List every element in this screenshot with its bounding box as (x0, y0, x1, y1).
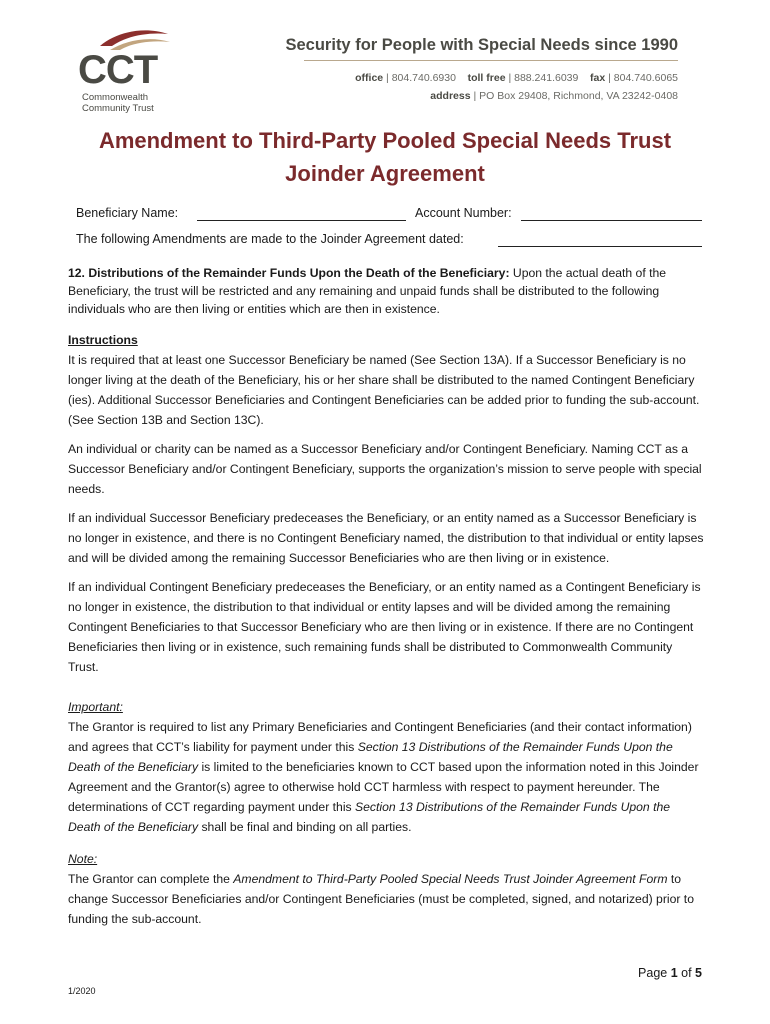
note-block: Note: The Grantor can complete the Amendment to Third-Party Pooled Special Needs Trust Joinder Agreement Form to change Successor Beneficiaries and/or Contingent Beneficiaries (must be completed, signed, and notarized) prior to funding the sub-account. (68, 852, 694, 926)
document-title: Amendment to Third-Party Pooled Special Needs Trust Joinder Agreement (98, 128, 672, 186)
office-phone: 804.740.6930 (391, 72, 456, 84)
tollfree-phone: 888.241.6039 (514, 72, 579, 84)
document-body (68, 264, 704, 938)
instructions-paragraph: An individual or charity can be named as a Successor Beneficiary and/or Contingent Beneficiary. Naming CCT as a Successor Beneficiary and/or Contingent Beneficiary, supports the organization’s mission to serve people with special needs. (68, 442, 702, 496)
important-heading: Important: (68, 700, 123, 714)
header-divider (304, 60, 678, 61)
beneficiary-name-label: Beneficiary Name: (76, 206, 179, 220)
instructions-paragraph: It is required that at least one Successor Beneficiary be named (See Section 13A). If a Successor Beneficiary is no longer living at the death of the Beneficiary, his or her share shall be distributed to the named Contingent Beneficiary (ies). Additional Successor Beneficiaries and Contingent Beneficiaries can be added prior to funding the sub-account. (See Section 13B and Section 13C). (68, 353, 700, 427)
section-12: 12. Distributions of the Remainder Funds Upon the Death of the Beneficiary: Upon the actual death of the Beneficiary, the trust will be restricted and any remaining and unpaid funds shall be distributed to the following individuals who are then living or entities which are then in existence. (68, 266, 667, 316)
instructions-paragraph: If an individual Contingent Beneficiary predeceases the Beneficiary, or an entity named as a Contingent Beneficiary is no longer in existence, the distribution to that individual or entity lapses and will be divided among the remaining Contingent Beneficiaries to that Successor Beneficiary who are then living or in existence. If there are no Contingent Beneficiaries then living or in existence, such remaining funds shall be distributed to Commonwealth Community Trust. (68, 580, 701, 674)
account-number-field[interactable] (521, 220, 702, 221)
logo-text: CCT (78, 48, 158, 92)
instructions-paragraph: If an individual Successor Beneficiary predeceases the Beneficiary, or an entity named as a Successor Beneficiary is no longer in existence, and there is no Contingent Beneficiary named, the distribution to that individual or entity lapses and will be divided among the remaining Successor Beneficiaries who are then living or in existence. (68, 511, 704, 565)
amendment-date-label: The following Amendments are made to the Joinder Agreement dated: (76, 232, 464, 246)
revision-date: 1/2020 (68, 986, 96, 996)
contact-phones: office | 804.740.6930 toll free | 888.241.6039 fax | 804.740.6065 (355, 72, 678, 84)
page-number: Page 1 of 5 (638, 966, 702, 980)
amendment-date-field[interactable] (498, 246, 702, 247)
note-heading: Note: (68, 852, 98, 866)
section-12-heading: 12. Distributions of the Remainder Funds Upon the Death of the Beneficiary: (68, 266, 510, 280)
logo-swoosh-icon (92, 28, 172, 50)
cct-logo (78, 28, 188, 114)
logo-subtitle: Commonwealth Community Trust (82, 92, 154, 114)
instructions-block (68, 330, 704, 430)
contact-address: address | PO Box 29408, Richmond, VA 23242-0408 (430, 90, 678, 102)
account-number-label: Account Number: (415, 206, 512, 220)
beneficiary-name-field[interactable] (197, 220, 406, 221)
mailing-address: PO Box 29408, Richmond, VA 23242-0408 (479, 90, 678, 102)
tagline: Security for People with Special Needs since 1990 (285, 36, 678, 54)
fax-number: 804.740.6065 (613, 72, 678, 84)
important-block: Important: The Grantor is required to list any Primary Beneficiaries and Contingent Beneficiaries (and their contact information) and agrees that CCT’s liability for payment under this Section 13 Distributions of the Remainder Funds Upon the Death of the Beneficiary is limited to the beneficiaries known to CCT based upon the information noted in this Joinder Agreement and the Grantor(s) agree to otherwise hold CCT harmless with respect to payment hereunder. The determinations of CCT regarding payment under this Section 13 Distributions of the Remainder Funds Upon the Death of the Beneficiary shall be final and binding on all parties. (68, 700, 699, 834)
instructions-heading: Instructions (68, 333, 138, 347)
